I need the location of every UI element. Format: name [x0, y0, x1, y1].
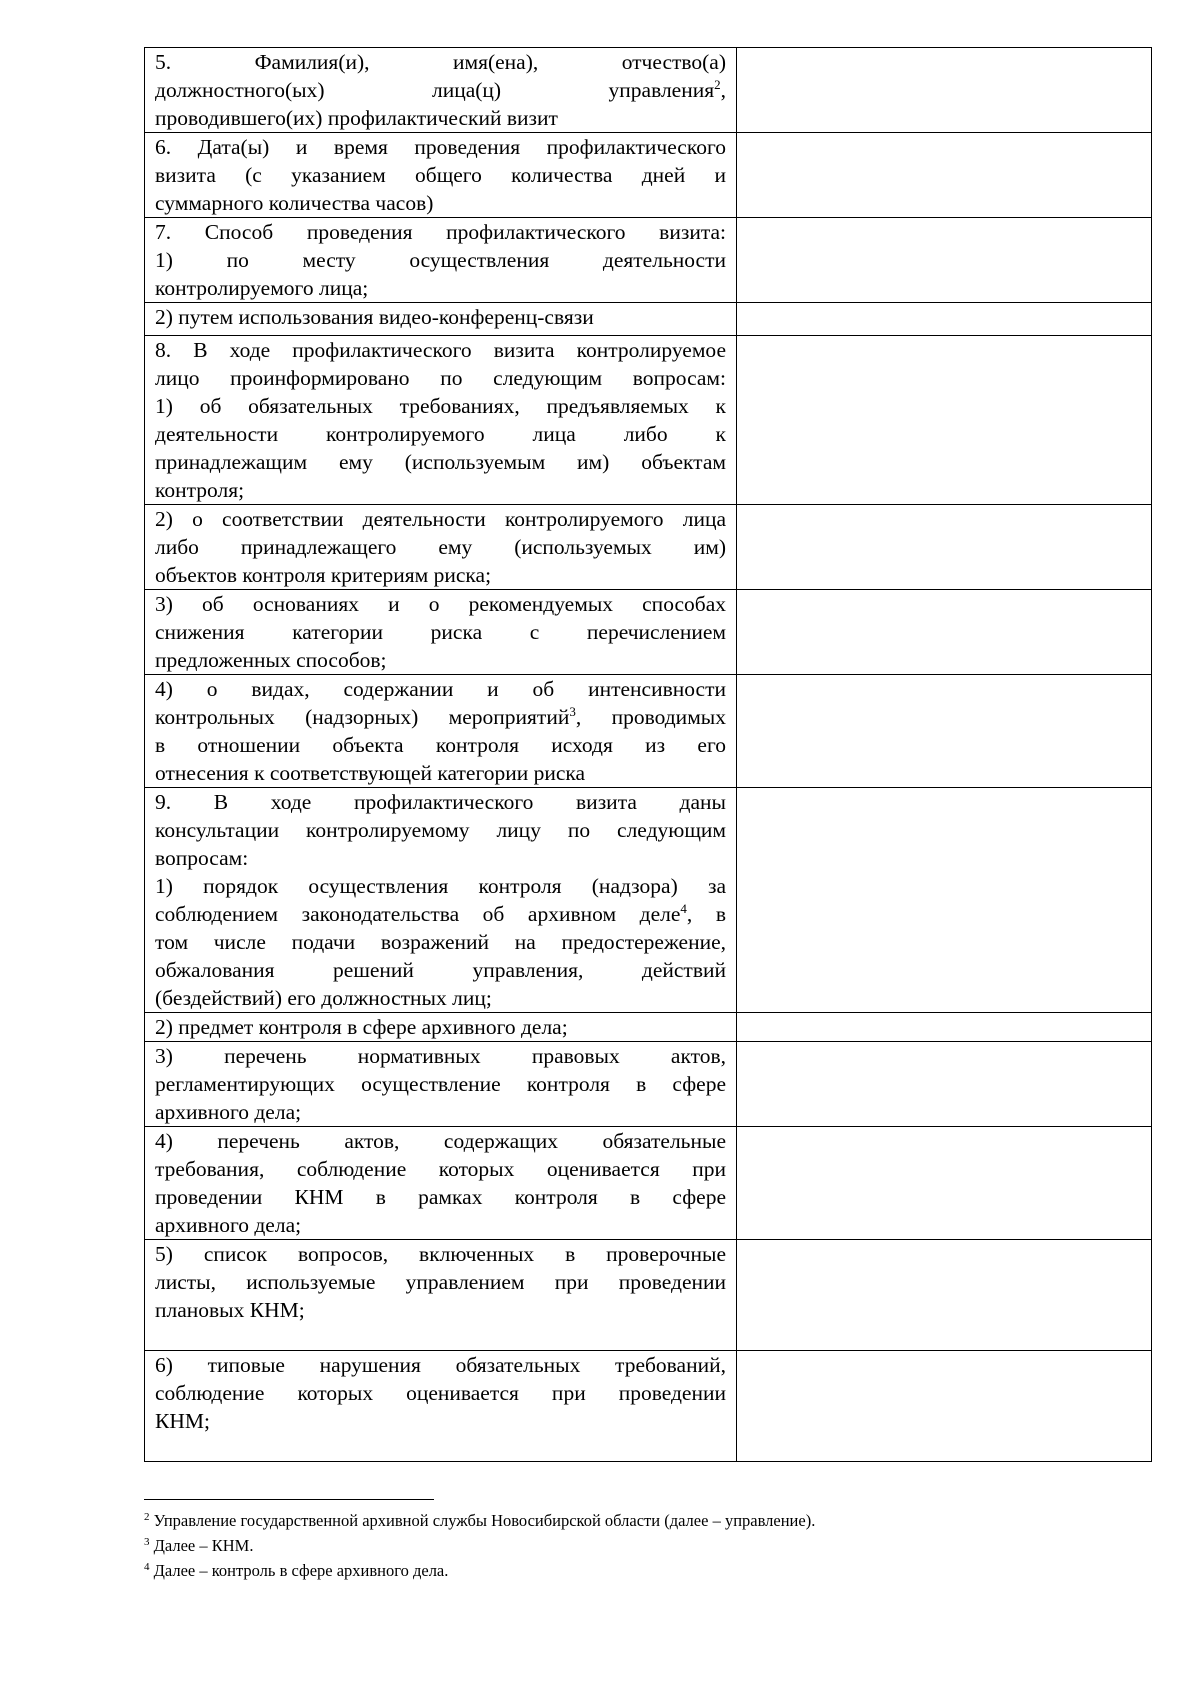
question-line-text: снижения категории риска с перечислением [155, 620, 726, 644]
question-line [155, 1155, 726, 1183]
question-text [145, 48, 736, 132]
answer-cell[interactable] [737, 1351, 1152, 1462]
question-line-text: архивного дела; [155, 1100, 302, 1124]
question-line [155, 703, 726, 731]
question-line-text: предложенных способов; [155, 648, 387, 672]
question-line-text: требования, соблюдение которых оценивается при [155, 1157, 726, 1181]
footnote-number: 3 [144, 1536, 150, 1548]
question-line [155, 133, 726, 161]
question-line-tail: , проводимых [575, 705, 726, 729]
footnote-separator [144, 1499, 434, 1500]
question-line [155, 1070, 726, 1098]
question-line [155, 364, 726, 392]
question-line [155, 161, 726, 189]
table-row [145, 1351, 1152, 1462]
question-line-text: 8. В ходе профилактического визита контролируемое [155, 338, 726, 362]
question-line [155, 1183, 726, 1211]
question-line [155, 1127, 726, 1155]
table-row [145, 1127, 1152, 1240]
form-table [144, 47, 1152, 1462]
question-line [155, 218, 726, 246]
question-text [145, 336, 736, 504]
question-cell [145, 590, 737, 675]
question-line [155, 1351, 726, 1379]
question-cell [145, 1240, 737, 1351]
table-row [145, 1240, 1152, 1351]
answer-cell[interactable] [737, 218, 1152, 303]
question-line-tail: , в [686, 902, 726, 926]
question-line [155, 788, 726, 816]
table-row [145, 505, 1152, 590]
question-text [145, 1351, 736, 1435]
question-line [155, 1013, 726, 1041]
question-line [155, 246, 726, 274]
question-line-text: принадлежащим ему (используемым им) объектам [155, 450, 726, 474]
question-line-text: 5) список вопросов, включенных в проверочные [155, 1242, 726, 1266]
question-line-text: регламентирующих осуществление контроля в сфере [155, 1072, 726, 1096]
answer-cell[interactable] [737, 1240, 1152, 1351]
question-line-text: вопросам: [155, 846, 249, 870]
footnote-ref: 3 [569, 704, 576, 719]
question-line-text: деятельности контролируемого лица либо к [155, 422, 726, 446]
question-line-text: 1) порядок осуществления контроля (надзора) за [155, 874, 726, 898]
footnote-number: 2 [144, 1511, 150, 1523]
form-table-body [145, 48, 1152, 1462]
question-text [145, 1042, 736, 1126]
footnote-number: 4 [144, 1561, 150, 1573]
question-text [145, 1127, 736, 1239]
answer-cell[interactable] [737, 1042, 1152, 1127]
answer-cell[interactable] [737, 675, 1152, 788]
question-line-text: 9. В ходе профилактического визита даны [155, 790, 726, 814]
question-line-tail: , [720, 78, 726, 102]
answer-cell[interactable] [737, 48, 1152, 133]
question-line-text: в отношении объекта контроля исходя из его [155, 733, 726, 757]
question-line [155, 476, 726, 504]
question-line [155, 1296, 726, 1324]
question-cell [145, 1127, 737, 1240]
answer-cell[interactable] [737, 505, 1152, 590]
question-cell [145, 1351, 737, 1462]
answer-cell[interactable] [737, 590, 1152, 675]
question-line [155, 675, 726, 703]
answer-cell[interactable] [737, 336, 1152, 505]
question-line [155, 274, 726, 302]
question-line-text: суммарного количества часов) [155, 191, 434, 215]
question-line [155, 76, 726, 104]
question-line [155, 646, 726, 674]
question-line [155, 1240, 726, 1268]
question-line [155, 420, 726, 448]
question-line-text: должностного(ых) лица(ц) управления [155, 78, 715, 102]
question-line [155, 189, 726, 217]
table-row [145, 590, 1152, 675]
question-line-text: 2) о соответствии деятельности контролируемого лица [155, 507, 726, 531]
footnote [144, 1533, 1144, 1558]
footnotes-block [144, 1508, 1144, 1583]
question-line [155, 1379, 726, 1407]
question-line-text: КНМ; [155, 1409, 210, 1433]
footnote-text: Далее – КНМ. [153, 1536, 254, 1555]
question-line [155, 900, 726, 928]
question-line-text: 1) по месту осуществления деятельности [155, 248, 726, 272]
answer-cell[interactable] [737, 133, 1152, 218]
footnote [144, 1508, 1144, 1533]
question-line [155, 48, 726, 76]
question-line [155, 928, 726, 956]
question-line-text: контроля; [155, 478, 245, 502]
footnote-ref: 4 [680, 901, 687, 916]
question-line [155, 1268, 726, 1296]
question-line-text: лицо проинформировано по следующим вопросам: [155, 366, 726, 390]
question-line-text: отнесения к соответствующей категории риска [155, 761, 586, 785]
question-line-text: проводившего(их) профилактический визит [155, 106, 558, 130]
table-row [145, 303, 1152, 336]
question-line-text: консультации контролируемому лицу по следующим [155, 818, 726, 842]
question-line-text: плановых КНМ; [155, 1298, 305, 1322]
question-line-text: 3) об основаниях и о рекомендуемых способах [155, 592, 726, 616]
question-cell [145, 505, 737, 590]
footnote-ref: 2 [714, 77, 721, 92]
question-cell [145, 1013, 737, 1042]
question-line [155, 561, 726, 589]
question-line-text: листы, используемые управлением при проведении [155, 1270, 726, 1294]
question-text [145, 1240, 736, 1324]
question-line-text: (бездействий) его должностных лиц; [155, 986, 492, 1010]
question-line [155, 1042, 726, 1070]
question-line-text: 1) об обязательных требованиях, предъявляемых к [155, 394, 726, 418]
question-text [145, 303, 736, 331]
question-line [155, 816, 726, 844]
question-line-text: соблюдение которых оценивается при проведении [155, 1381, 726, 1405]
question-line-text: архивного дела; [155, 1213, 302, 1237]
question-line-text: контрольных (надзорных) мероприятий [155, 705, 570, 729]
question-line [155, 336, 726, 364]
question-line-text: либо принадлежащего ему (используемых им) [155, 535, 726, 559]
question-line-text: 4) перечень актов, содержащих обязательные [155, 1129, 726, 1153]
question-cell [145, 48, 737, 133]
question-cell [145, 133, 737, 218]
question-line-text: соблюдением законодательства об архивном деле [155, 902, 681, 926]
question-text [145, 218, 736, 302]
table-row [145, 336, 1152, 505]
question-line-text: обжалования решений управления, действий [155, 958, 726, 982]
question-line-text: контролируемого лица; [155, 276, 369, 300]
question-line-text: 4) о видах, содержании и об интенсивности [155, 677, 726, 701]
question-text [145, 133, 736, 217]
question-line [155, 731, 726, 759]
question-cell [145, 336, 737, 505]
footnote-text: Управление государственной архивной службы Новосибирской области (далее – управление). [153, 1511, 816, 1530]
question-line [155, 984, 726, 1012]
question-line-text: 6) типовые нарушения обязательных требований, [155, 1353, 726, 1377]
question-line-text: объектов контроля критериям риска; [155, 563, 492, 587]
question-line [155, 844, 726, 872]
answer-cell[interactable] [737, 1013, 1152, 1042]
question-line [155, 392, 726, 420]
question-line-text: 3) перечень нормативных правовых актов, [155, 1044, 726, 1068]
question-line-text: том числе подачи возражений на предостережение, [155, 930, 726, 954]
question-line-text: 2) предмет контроля в сфере архивного дела; [155, 1015, 568, 1039]
table-row [145, 133, 1152, 218]
footnote [144, 1558, 1144, 1583]
answer-cell[interactable] [737, 788, 1152, 1013]
question-line [155, 505, 726, 533]
question-line [155, 759, 726, 787]
question-cell [145, 218, 737, 303]
question-line [155, 618, 726, 646]
table-row [145, 48, 1152, 133]
question-line-text: 5. Фамилия(и), имя(ена), отчество(а) [155, 50, 726, 74]
question-line [155, 1098, 726, 1126]
question-cell [145, 675, 737, 788]
question-line [155, 872, 726, 900]
table-row [145, 218, 1152, 303]
question-line [155, 1211, 726, 1239]
question-cell [145, 1042, 737, 1127]
answer-cell[interactable] [737, 303, 1152, 336]
question-line-text: 6. Дата(ы) и время проведения профилактического [155, 135, 726, 159]
question-line-text: проведении КНМ в рамках контроля в сфере [155, 1185, 726, 1209]
table-row [145, 1013, 1152, 1042]
table-row [145, 788, 1152, 1013]
table-row [145, 675, 1152, 788]
answer-cell[interactable] [737, 1127, 1152, 1240]
question-text [145, 590, 736, 674]
question-line [155, 956, 726, 984]
question-text [145, 675, 736, 787]
question-line [155, 1407, 726, 1435]
question-text [145, 788, 736, 1012]
question-line-text: визита (с указанием общего количества дней и [155, 163, 726, 187]
question-line [155, 303, 726, 331]
question-cell [145, 303, 737, 336]
question-line-text: 7. Способ проведения профилактического визита: [155, 220, 726, 244]
table-row [145, 1042, 1152, 1127]
question-line [155, 533, 726, 561]
question-line [155, 104, 726, 132]
question-line-text: 2) путем использования видео-конференц-связи [155, 305, 594, 329]
footnote-text: Далее – контроль в сфере архивного дела. [153, 1561, 449, 1580]
question-line [155, 590, 726, 618]
question-line [155, 448, 726, 476]
question-cell [145, 788, 737, 1013]
question-text [145, 505, 736, 589]
question-text [145, 1013, 736, 1041]
